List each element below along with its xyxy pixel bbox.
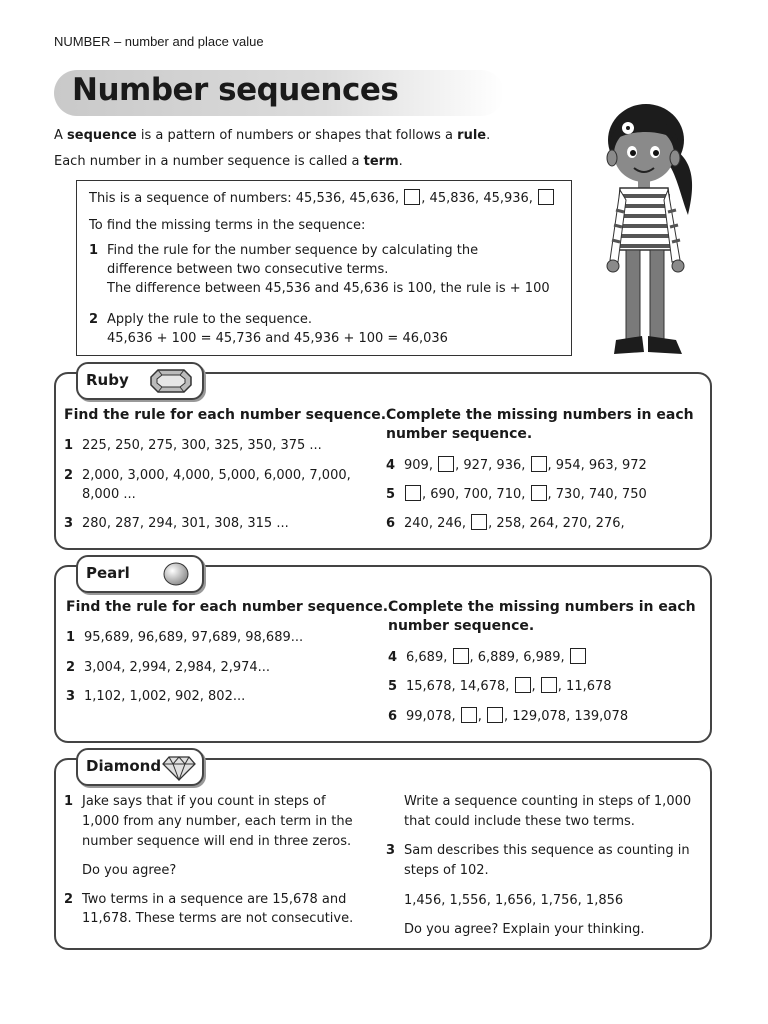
pearl-right-heading-1: Complete the missing numbers in each <box>388 599 696 615</box>
answer-box[interactable] <box>461 707 477 723</box>
answer-box[interactable] <box>405 485 421 501</box>
diamond-label: Diamond <box>86 757 162 775</box>
answer-box[interactable] <box>438 456 454 472</box>
answer-box[interactable] <box>538 189 554 205</box>
intro-line-1: A sequence is a pattern of numbers or shapes that follows a rule. <box>54 128 491 143</box>
diamond-tab <box>76 748 204 786</box>
ruby-left-heading: Find the rule for each number sequence. <box>64 407 387 423</box>
answer-box[interactable] <box>515 677 531 693</box>
pearl-label: Pearl <box>86 564 130 582</box>
pearl-right-heading-2: number sequence. <box>388 618 535 634</box>
answer-box[interactable] <box>471 514 487 530</box>
answer-box[interactable] <box>453 648 469 664</box>
page-title: Number sequences <box>72 72 399 108</box>
answer-box[interactable] <box>541 677 557 693</box>
example-instruction: To find the missing terms in the sequence: <box>89 218 366 233</box>
answer-box[interactable] <box>531 485 547 501</box>
answer-box[interactable] <box>404 189 420 205</box>
pearl-icon <box>162 561 190 587</box>
diamond-icon <box>162 755 196 781</box>
girl-illustration <box>598 100 708 362</box>
answer-box[interactable] <box>570 648 586 664</box>
intro-line-2: Each number in a number sequence is called a term. <box>54 154 403 169</box>
ruby-gem-icon <box>150 369 192 393</box>
answer-box[interactable] <box>531 456 547 472</box>
ruby-right-heading-1: Complete the missing numbers in each <box>386 407 694 423</box>
pearl-tab <box>76 555 204 593</box>
example-box: This is a sequence of numbers: 45,536, 45,636, , 45,836, 45,936, To find the missing terms in the sequence: 1 Find the rule for the number sequence by calculating the difference between two consecutive terms. The difference between 45,536 and 45,636 is 100, the rule is + 100 2 Apply the rule to the sequence. 45,636 + 100 = 45,736 and 45,936 + 100 = 46,036 <box>76 180 572 356</box>
ruby-right-heading-2: number sequence. <box>386 426 533 442</box>
answer-box[interactable] <box>487 707 503 723</box>
ruby-tab <box>76 362 204 400</box>
example-sequence: This is a sequence of numbers: 45,536, 45,636, , 45,836, 45,936, <box>89 189 555 208</box>
ruby-label: Ruby <box>86 371 129 389</box>
pearl-left-heading: Find the rule for each number sequence. <box>66 599 389 615</box>
section-header: NUMBER – number and place value <box>54 34 264 49</box>
